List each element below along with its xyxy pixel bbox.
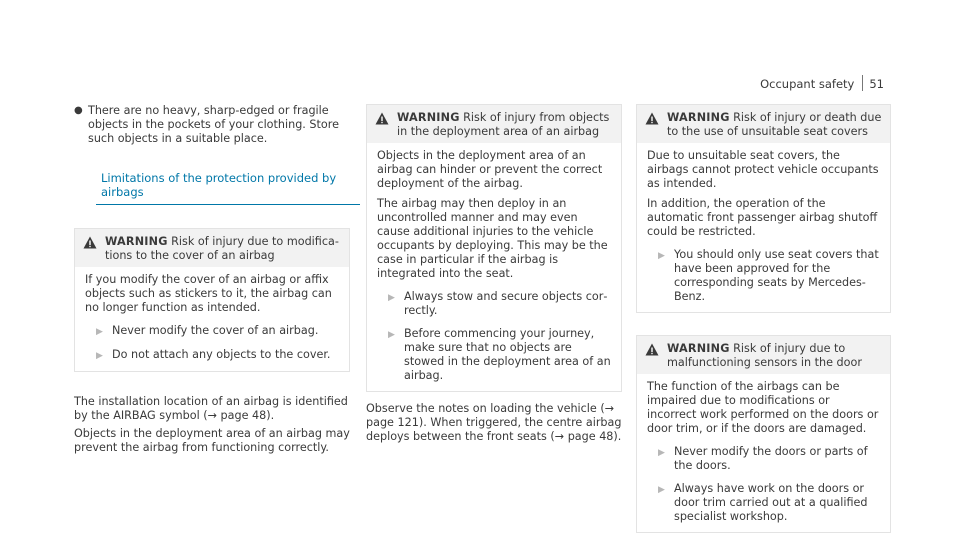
warning-box (366, 104, 622, 392)
warning-text: If you modify the cover of an airbag or affix objects such as stickers to it, the airbag can no longer function as intended. (85, 273, 332, 314)
step-text: Do not attach any objects to the cover. (112, 348, 331, 361)
step-text: Before commencing your journey, make sure that no objects are stowed in the deployment area of an airbag. (404, 327, 611, 382)
paragraph: Objects in the deployment area of an airbag may prevent the airbag from functioning correctly. (74, 427, 350, 454)
warning-triangle-icon (83, 235, 105, 263)
step-arrow-icon: ▶ (388, 330, 395, 340)
warning-title-text: Risk of injury due to malfunctioning sensors in the door (667, 342, 862, 369)
warning-text: The function of the airbags can be impaired due to modifications or incorrect work performed on the doors or door trim, or if the doors are damaged. (647, 380, 879, 435)
column-1 (74, 104, 350, 459)
warning-label: WARNING (667, 111, 730, 124)
paragraph: The installation location of an airbag is identified by the AIRBAG symbol (→ page 48). (74, 395, 348, 422)
warning-header (367, 105, 621, 143)
warning-label: WARNING (667, 342, 730, 355)
bullet-text: There are no heavy, sharp-edged or fragile objects in the pockets of your clothing. Store such objects in a suitable place. (88, 104, 339, 145)
step-text: Always have work on the doors or door trim carried out at a qualified specialist workshop. (674, 482, 868, 523)
warning-body (637, 143, 890, 312)
warning-triangle-icon (375, 111, 397, 139)
bullet-item (74, 104, 350, 146)
warning-title-text: Risk of injury due to modifications to the cover of an airbag (105, 235, 339, 262)
page-header (760, 75, 884, 91)
page-number: 51 (869, 77, 884, 91)
column-2 (366, 104, 622, 448)
warning-title (667, 342, 882, 370)
bullet-dot-icon: ● (74, 105, 83, 116)
warning-title (105, 235, 341, 263)
warning-label: WARNING (397, 111, 460, 124)
warning-step (85, 324, 339, 339)
warning-step (377, 327, 611, 383)
step-arrow-icon: ▶ (96, 327, 103, 337)
warning-step (85, 348, 339, 363)
header-divider (862, 75, 863, 91)
step-arrow-icon: ▶ (388, 293, 395, 303)
warning-title (667, 111, 882, 139)
warning-header (637, 336, 890, 374)
step-text: Always stow and secure objects correctly. (404, 290, 608, 317)
step-arrow-icon: ▶ (658, 485, 665, 495)
step-text: You should only use seat covers that have been approved for the corresponding seats by Mercedes-Benz. (674, 248, 879, 303)
section-title: Occupant safety (760, 77, 855, 91)
warning-body (75, 267, 349, 371)
warning-step (377, 290, 611, 318)
warning-step (647, 445, 880, 473)
section-heading-rule (96, 204, 360, 205)
warning-title (397, 111, 613, 139)
warning-body (637, 374, 890, 532)
warning-box (74, 228, 350, 372)
warning-box (636, 104, 891, 313)
warning-step (647, 248, 880, 304)
paragraph: Observe the notes on loading the vehicle (→ page 121). When triggered, the centre airbag deploys between the front seats (→ page 48). (366, 402, 622, 443)
warning-box (636, 335, 891, 533)
step-text: Never modify the cover of an airbag. (112, 324, 319, 337)
warning-triangle-icon (645, 111, 667, 139)
warning-body (367, 143, 621, 391)
warning-text: Objects in the deployment area of an airbag can hinder or prevent the correct deployment of the airbag. (377, 149, 603, 190)
step-arrow-icon: ▶ (658, 448, 665, 458)
warning-header (637, 105, 890, 143)
step-arrow-icon: ▶ (96, 351, 103, 361)
step-arrow-icon: ▶ (658, 251, 665, 261)
warning-title-text: Risk of injury or death due to the use of unsuitable seat covers (667, 111, 882, 138)
column-3 (636, 104, 891, 533)
step-text: Never modify the doors or parts of the doors. (674, 445, 868, 472)
warning-text: In addition, the operation of the automatic front passenger airbag shutoff could be restricted. (647, 197, 878, 238)
section-heading: Limitations of the protection provided by airbags (101, 171, 337, 199)
warning-label: WARNING (105, 235, 168, 248)
warning-triangle-icon (645, 342, 667, 370)
warning-text: The airbag may then deploy in an uncontrolled manner and may even cause additional injuries to the vehicle occupants by deploying. This may be the case in particular if the airbag is integrated into the seat. (377, 197, 608, 280)
warning-text: Due to unsuitable seat covers, the airbags cannot protect vehicle occupants as intended. (647, 149, 879, 190)
warning-title-text: Risk of injury from objects in the deployment area of an airbag (397, 111, 610, 138)
warning-step (647, 482, 880, 524)
warning-header (75, 229, 349, 267)
